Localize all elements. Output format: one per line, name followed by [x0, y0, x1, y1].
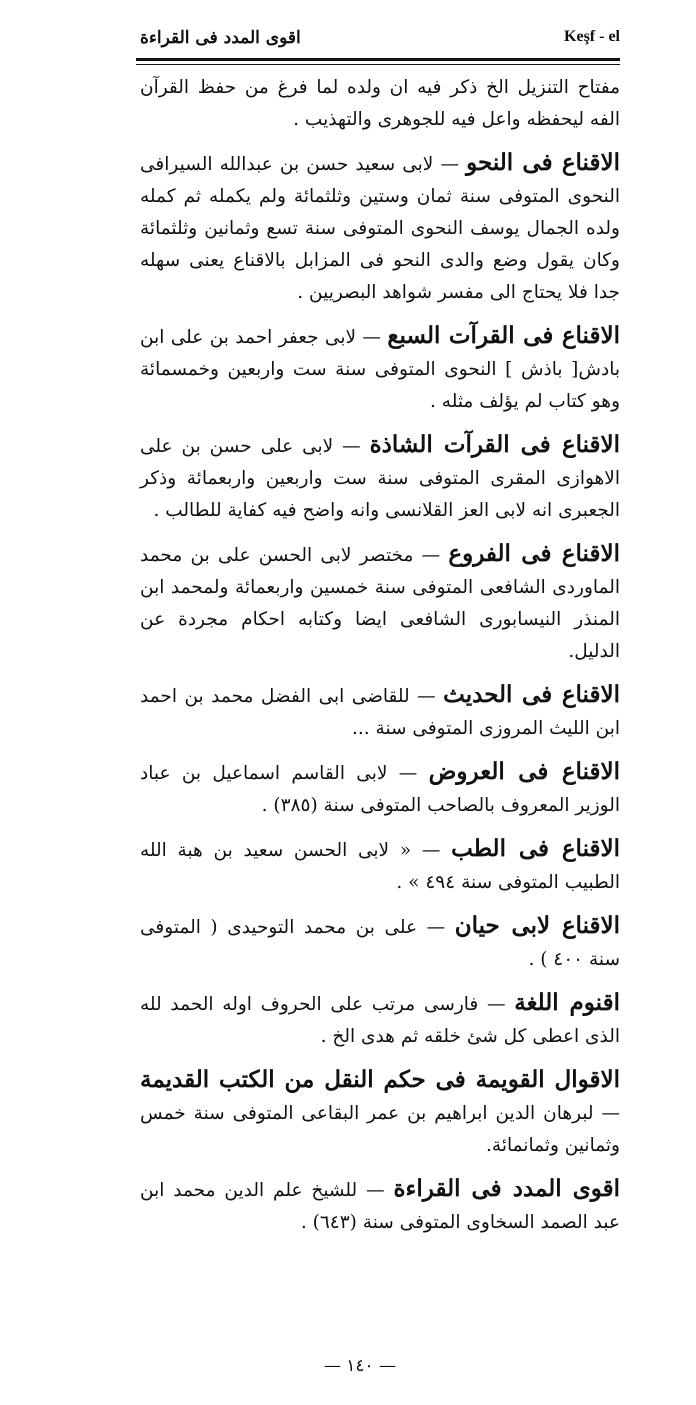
entry: الاقناع فى القرآت السبع — لابى جعفر احمد بن على ابن بادش[ باذش ] النحوى المتوفى سنة ست واربعين وخمسمائة وهو كتاب لم يؤلف مثله . — [140, 322, 620, 412]
header-rule-thin — [136, 64, 620, 65]
entry: الاقوال القويمة فى حكم النقل من الكتب القديمة — لبرهان الدين ابراهيم بن عمر البقاعى المتوفى سنة خمس وثمانين وثمانمائة. — [140, 1066, 620, 1156]
entry: اقنوم اللغة — فارسى مرتب على الحروف اوله الحمد لله الذى اعطى كل شئ خلقه ثم هدى الخ . — [140, 989, 620, 1047]
entry-text: لبرهان الدين ابراهيم بن عمر البقاعى المتوفى سنة خمس وثمانين وثمانمائة. — [140, 1103, 620, 1156]
entry-text: فارسى مرتب على الحروف اوله الحمد لله الذى اعطى كل شئ خلقه ثم هدى الخ . — [140, 994, 620, 1047]
entry-heading: الاقناع فى الفروع — [448, 540, 620, 567]
entry-text: مختصر لابى الحسن على بن محمد الماوردى الشافعى المتوفى سنة خمسين واربعمائة ولمحمد ابن المنذر النيسابورى الشافعى ايضا وكتابه احكام مجردة عن الدليل. — [140, 545, 620, 662]
entry-heading: اقوى المدد فى القراءة — [393, 1175, 620, 1202]
entry-text: مفتاح التنزيل الخ ذكر فيه ان ولده لما فرغ من حفظ القرآن الفه ليحفظه واعل فيه للجوهرى والتهذيب . — [140, 77, 620, 130]
entry-heading: الاقناع فى الطب — [451, 835, 621, 862]
header-title: اقوى المدد فى القراءة — [140, 28, 301, 48]
entry: الاقناع فى الفروع — مختصر لابى الحسن على بن محمد الماوردى الشافعى المتوفى سنة خمسين واربعمائة ولمحمد ابن المنذر النيسابورى الشافعى ايضا وكتابه احكام مجردة عن الدليل. — [140, 540, 620, 662]
page-number: — ١٤٠ — — [323, 1356, 397, 1376]
entry-text: لابى على حسن بن على الاهوازى المقرى المتوفى سنة ست واربعين واربعمائة وذكر الجعبرى انه لابى العز القلانسى وانه واضح فيه كفاية للطالب . — [140, 436, 620, 521]
entry-heading: الاقناع فى الحديث — [443, 681, 620, 708]
entries-column — [140, 72, 620, 1250]
entry-text: لابى سعيد حسن بن عبدالله السيرافى النحوى المتوفى سنة ثمان وستين وثلثمائة ولم يكمله ثم كمله ولده الجمال يوسف النحوى المتوفى سنة تسع وثمانين وثلثمائة وكان يقول وضع والدى النحو فى المزابل بالاقناع يعنى سهله جدا فلا يحتاج الى مفسر شواهد البصريين . — [140, 154, 620, 303]
entry-text: لابى القاسم اسماعيل بن عباد الوزير المعروف بالصاحب المتوفى سنة (٣٨٥) . — [140, 763, 620, 816]
entry-heading: الاقناع فى القرآت الشاذة — [369, 431, 621, 458]
entry-heading: الاقناع فى القرآت السبع — [387, 322, 620, 349]
entry-text: للشيخ علم الدين محمد ابن عبد الصمد السخاوى المتوفى سنة (٦٤٣) . — [140, 1180, 620, 1233]
entry-continuation — [140, 72, 620, 136]
entry-heading: الاقناع لابى حيان — [454, 912, 621, 939]
entry-text: لابى جعفر احمد بن على ابن بادش[ باذش ] النحوى المتوفى سنة ست واربعين وخمسمائة وهو كتاب لم يؤلف مثله . — [140, 327, 620, 412]
entry: الاقناع فى الطب — « لابى الحسن سعيد بن هبة الله الطبيب المتوفى سنة ٤٩٤ » . — [140, 835, 621, 893]
header-catalog-label: Keşf - el — [564, 28, 620, 45]
entry-heading: الاقناع فى النحو — [466, 149, 621, 176]
entry: الاقناع فى الحديث — للقاضى ابى الفضل محمد بن احمد ابن الليث المروزى المتوفى سنة ... — [140, 681, 620, 739]
entry-text: للقاضى ابى الفضل محمد بن احمد ابن الليث المروزى المتوفى سنة ... — [140, 686, 620, 739]
entry: الاقناع فى النحو — لابى سعيد حسن بن عبدالله السيرافى النحوى المتوفى سنة ثمان وستين وثلثمائة ولم يكمله ثم كمله ولده الجمال يوسف النحوى المتوفى سنة تسع وثمانين وثلثمائة وكان يقول وضع والدى النحو فى المزابل بالاقناع يعنى سهله جدا فلا يحتاج الى مفسر شواهد البصريين . — [140, 149, 621, 303]
entry-text: « لابى الحسن سعيد بن هبة الله الطبيب المتوفى سنة ٤٩٤ » . — [140, 840, 620, 893]
header-rule-thick — [136, 58, 620, 61]
entry: اقوى المدد فى القراءة — للشيخ علم الدين محمد ابن عبد الصمد السخاوى المتوفى سنة (٦٤٣) . — [140, 1175, 620, 1233]
entry-heading: الاقوال القويمة فى حكم النقل من الكتب القديمة — [140, 1066, 620, 1093]
entry: الاقناع لابى حيان — على بن محمد التوحيدى ( المتوفى سنة ٤٠٠ ) . — [140, 912, 621, 970]
running-header — [140, 28, 620, 58]
entry: الاقناع فى العروض — لابى القاسم اسماعيل بن عباد الوزير المعروف بالصاحب المتوفى سنة (٣٨٥) . — [140, 758, 621, 816]
entry-heading: الاقناع فى العروض — [428, 758, 621, 785]
entry-heading: اقنوم اللغة — [514, 989, 620, 1016]
entry-text: على بن محمد التوحيدى ( المتوفى سنة ٤٠٠ ) . — [140, 917, 620, 970]
entry: الاقناع فى القرآت الشاذة — لابى على حسن بن على الاهوازى المقرى المتوفى سنة ست واربعين واربعمائة وذكر الجعبرى انه لابى العز القلانسى وانه واضح فيه كفاية للطالب . — [140, 431, 621, 521]
